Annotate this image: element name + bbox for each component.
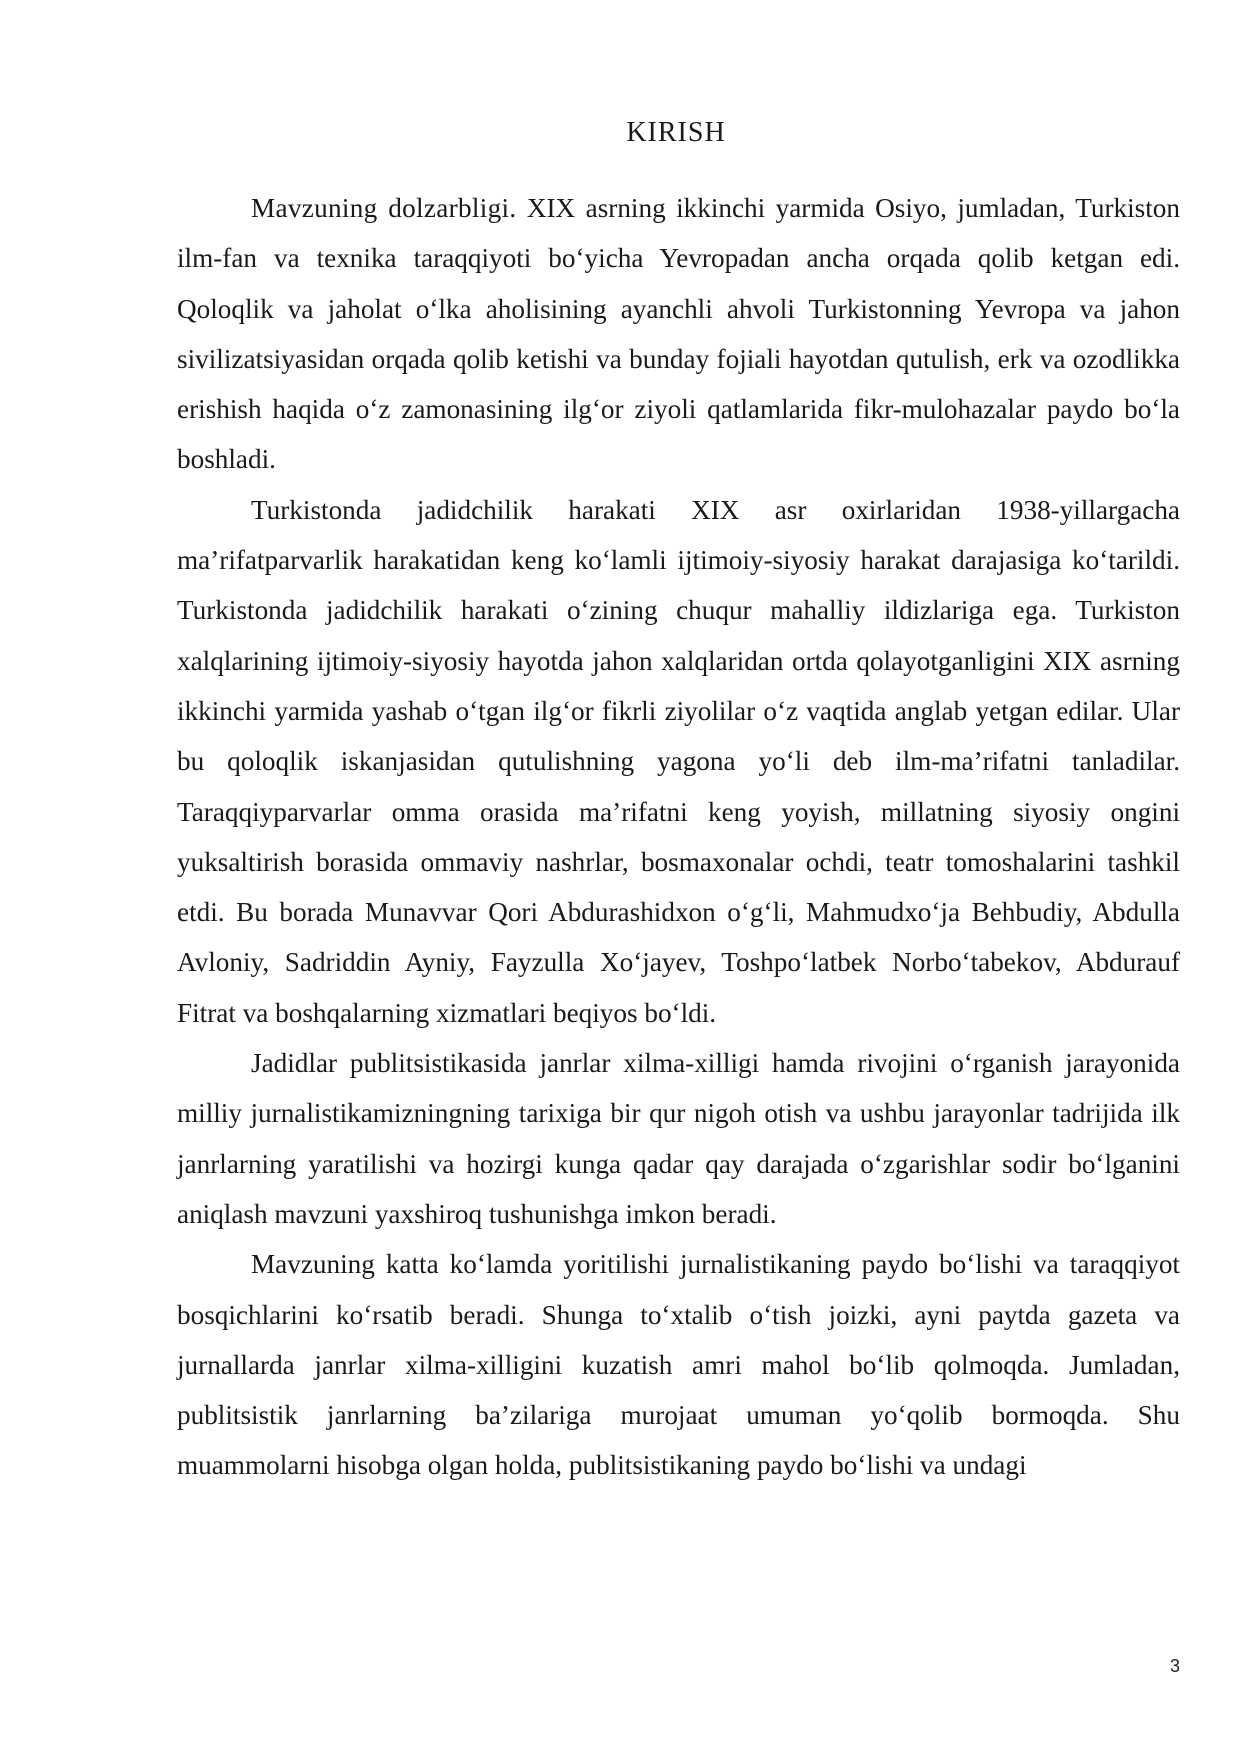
paragraph-lead: Mavzuning dolzarbligi. <box>251 193 517 223</box>
paragraph-jadidism: Turkistonda jadidchilik harakati XIX asr oxirlaridan 1938-yillargacha ma’rifatparvarlik harakatidan keng ko‘lamli ijtimoiy-siyosiy harakat darajasiga ko‘tarildi. Turkistonda jadidchilik harakati o‘zining chuqur mahalliy ildizlariga ega. Turkiston xalqlarining ijtimoiy-siyosiy hayotda jahon xalqlaridan ortda qolayotganligini XIX asrning ikkinchi yarmida yashab o‘tgan ilg‘or fikrli ziyolilar o‘z vaqtida anglab yetgan edilar. Ular bu qoloqlik iskanjasidan qutulishning yagona yo‘li deb ilm-ma’rifatni tanladilar. Taraqqiyparvarlar omma orasida ma’rifatni keng yoyish, millatning siyosiy ongini yuksaltirish borasida ommaviy nashrlar, bosmaxonalar ochdi, teatr tomoshalarini tashkil etdi. Bu borada Munavvar Qori Abdurashidxon o‘g‘li, Mahmudxo‘ja Behbudiy, Abdulla Avloniy, Sadriddin Ayniy, Fayzulla Xo‘jayev, Toshpo‘latbek Norbo‘tabekov, Abdurauf Fitrat va boshqalarning xizmatlari beqiyos bo‘ldi. <box>177 494 1180 1028</box>
paragraph-genres: Jadidlar publitsistikasida janrlar xilma-xilligi hamda rivojini o‘rganish jarayonida milliy jurnalistikamizningning tarixiga bir qur nigoh otish va ushbu jarayonlar tadrijida ilk janrlarning yaratilishi va hozirgi kunga qadar qay darajada o‘zgarishlar sodir bo‘lganini aniqlash mavzuni yaxshiroq tushunishga imkon beradi. <box>177 1048 1180 1229</box>
page-number: 3 <box>1169 1656 1180 1676</box>
paragraph-relevance <box>177 183 1180 485</box>
section-heading: KIRISH <box>626 117 726 148</box>
paragraph-scope: Mavzuning katta ko‘lamda yoritilishi jurnalistikaning paydo bo‘lishi va taraqqiyot bosqichlarini ko‘rsatib beradi. Shunga to‘xtalib o‘tish joizki, ayni paytda gazeta va jurnallarda janrlar xilma-xilligini kuzatish amri mahol bo‘lib qolmoqda. Jumladan, publitsistik janrlarning ba’zilariga murojaat umuman yo‘qolib bormoqda. Shu muammolarni hisobga olgan holda, publitsistikaning paydo bo‘lishi va undagi <box>177 1249 1180 1481</box>
paragraph-text: XIX asrning ikkinchi yarmida Osiyo, jumladan, Turkiston ilm-fan va texnika taraqqiyoti bo‘yicha Yevropadan ancha orqada qolib ketgan edi. Qoloqlik va jaholat o‘lka aholisining ayanchli ahvoli Turkistonning Yevropa va jahon sivilizatsiyasidan orqada qolib ketishi va bunday fojiali hayotdan qutulish, erk va ozodlikka erishish haqida o‘z zamonasining ilg‘or ziyoli qatlamlarida fikr-mulohazalar paydo bo‘la boshladi. <box>177 193 1180 475</box>
body-text <box>177 183 1180 1491</box>
